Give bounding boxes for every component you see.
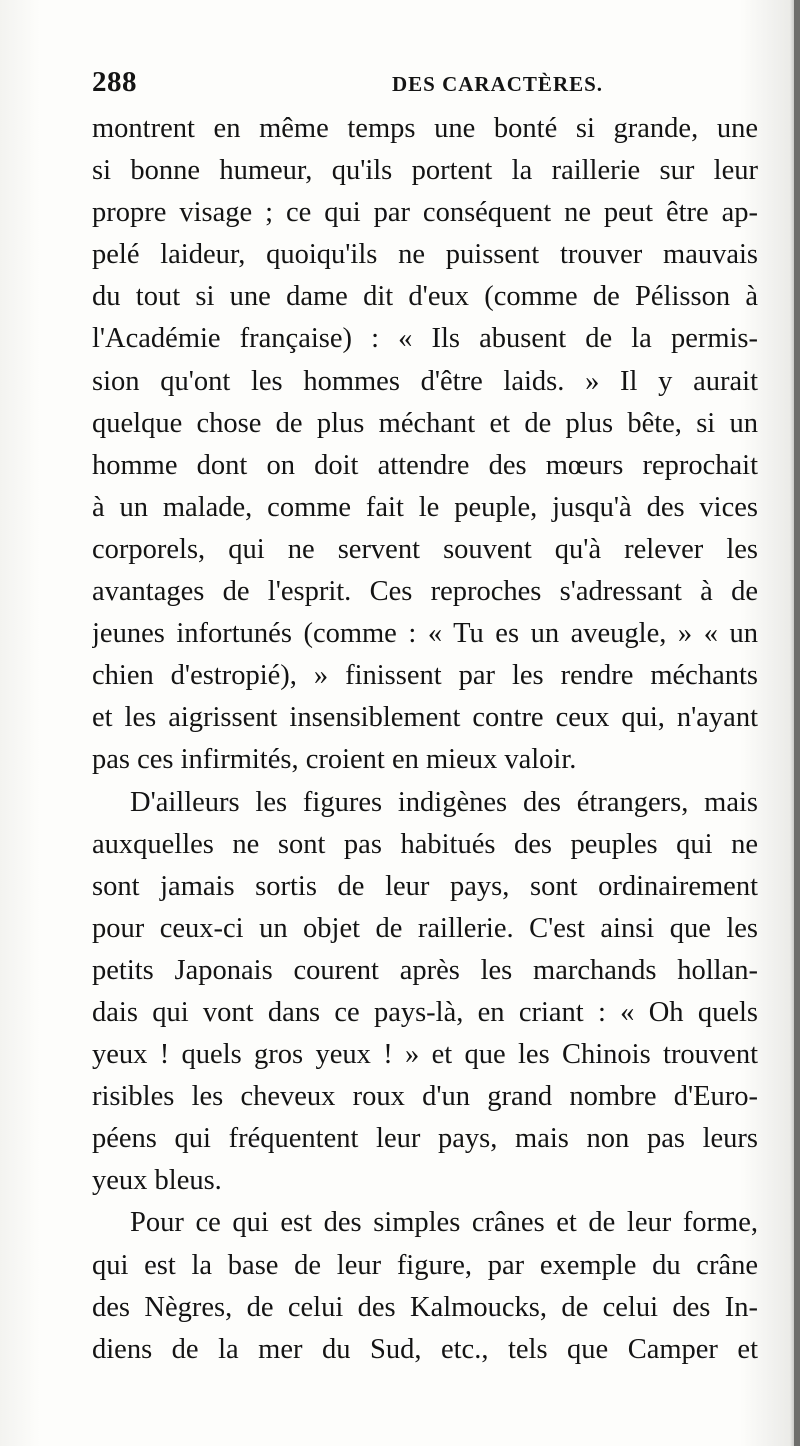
running-title: DES CARACTÈRES. — [392, 72, 604, 96]
body-text — [92, 108, 758, 1371]
text-line: yeux bleus. — [92, 1165, 222, 1197]
text-line: si bonne humeur, qu'ils portent la raillerie sur leur — [92, 155, 758, 187]
page-edge-shadow — [794, 0, 800, 1446]
text-line: l'Académie française) : « Ils abusent de la permis- — [92, 323, 758, 355]
text-line: pelé laideur, quoiqu'ils ne puissent trouver mauvais — [92, 239, 758, 271]
text-line: D'ailleurs les figures indigènes des étrangers, mais — [130, 786, 758, 818]
text-line: pour ceux-ci un objet de raillerie. C'est ainsi que les — [92, 912, 758, 944]
text-line: auxquelles ne sont pas habitués des peuples qui ne — [92, 828, 758, 860]
text-line: Pour ce qui est des simples crânes et de leur forme, — [130, 1207, 758, 1239]
text-line: quelque chose de plus méchant et de plus bête, si un — [92, 407, 758, 439]
text-line: du tout si une dame dit d'eux (comme de Pélisson à — [92, 281, 758, 313]
text-line: petits Japonais courent après les marchands hollan- — [92, 954, 758, 986]
text-line: avantages de l'esprit. Ces reproches s'adressant à de — [92, 576, 758, 608]
text-line: propre visage ; ce qui par conséquent ne peut être ap- — [92, 197, 758, 229]
text-line: chien d'estropié), » finissent par les rendre méchants — [92, 660, 758, 692]
text-line: corporels, qui ne servent souvent qu'à relever les — [92, 533, 758, 565]
page-header — [92, 66, 772, 106]
text-line: des Nègres, de celui des Kalmoucks, de celui des In- — [92, 1291, 758, 1323]
text-line: à un malade, comme fait le peuple, jusqu'à des vices — [92, 491, 758, 523]
text-line: jeunes infortunés (comme : « Tu es un aveugle, » « un — [92, 618, 758, 650]
text-line: et les aigrissent insensiblement contre ceux qui, n'ayant — [92, 702, 758, 734]
text-line: homme dont on doit attendre des mœurs reprochait — [92, 449, 758, 481]
text-line: risibles les cheveux roux d'un grand nombre d'Euro- — [92, 1081, 758, 1113]
text-line: sion qu'ont les hommes d'être laids. » Il y aurait — [92, 365, 758, 397]
text-line: diens de la mer du Sud, etc., tels que Camper et — [92, 1333, 758, 1365]
page-number: 288 — [92, 66, 137, 98]
text-line: péens qui fréquentent leur pays, mais non pas leurs — [92, 1123, 758, 1155]
text-line: qui est la base de leur figure, par exemple du crâne — [92, 1249, 758, 1281]
text-line: yeux ! quels gros yeux ! » et que les Chinois trouvent — [92, 1039, 758, 1071]
text-line: pas ces infirmités, croient en mieux valoir. — [92, 744, 577, 776]
text-line: montrent en même temps une bonté si grande, une — [92, 113, 758, 144]
text-line: dais qui vont dans ce pays-là, en criant : « Oh quels — [92, 996, 758, 1028]
text-line: sont jamais sortis de leur pays, sont ordinairement — [92, 870, 758, 902]
